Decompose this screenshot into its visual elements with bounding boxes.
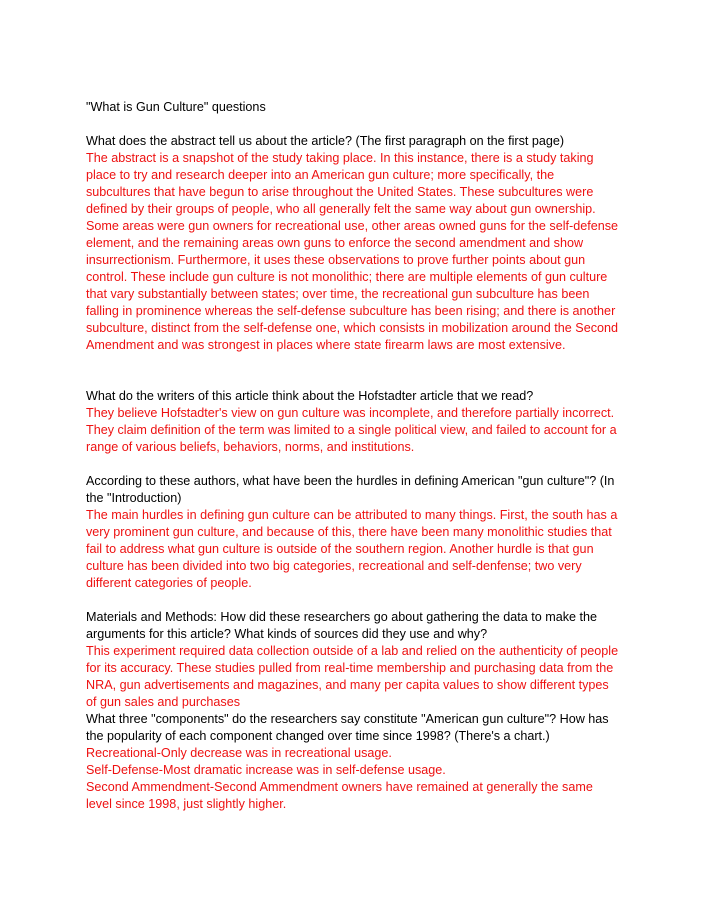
answer-line: place to try and research deeper into an American gun culture; more specifically, the [86,168,555,182]
answer-line: culture has been divided into two big categories, recreational and self-denfense; two very [86,559,582,573]
question-line: According to these authors, what have been the hurdles in defining American "gun culture"? (In [86,474,615,488]
spacer [86,116,646,133]
answer-line: element, and the remaining areas own guns to enforce the second amendment and show [86,236,584,250]
answer-line: for its accuracy. These studies pulled from real-time membership and purchasing data from the [86,661,614,675]
spacer [86,354,646,388]
answer-line: The abstract is a snapshot of the study taking place. In this instance, there is a study taking [86,151,594,165]
question-line: What three "components" do the researchers say constitute "American gun culture"? How has [86,712,609,726]
question-line: Materials and Methods: How did these researchers go about gathering the data to make the [86,610,598,624]
document-title: "What is Gun Culture" questions [86,100,266,114]
answer-line: This experiment required data collection outside of a lab and relied on the authenticity of people [86,644,619,658]
answer-line: Amendment and was strongest in places where state firearm laws are most extensive. [86,338,566,352]
answer-line: subcultures that have begun to arise throughout the United States. These subcultures were [86,185,594,199]
answer-line: Some areas were gun owners for recreational use, other areas owned guns for the self-defense [86,219,619,233]
question-line: What do the writers of this article think about the Hofstadter article that we read? [86,389,534,403]
qa-section-components [86,711,646,813]
spacer [86,592,646,609]
answer-line: Self-Defense-Most dramatic increase was in self-defense usage. [86,763,446,777]
document-page [86,99,646,813]
answer-line: Recreational-Only decrease was in recreational usage. [86,746,392,760]
question-line: the "Introduction) [86,491,182,505]
qa-section-abstract [86,133,646,354]
answer-line: They claim definition of the term was limited to a single political view, and failed to account for a [86,423,617,437]
answer-line: range of various beliefs, behaviors, norms, and institutions. [86,440,415,454]
spacer [86,456,646,473]
qa-section-hofstadter [86,388,646,456]
qa-section-hurdles [86,473,646,592]
answer-line: defined by their groups of people, who all generally felt the same way about gun ownership. [86,202,596,216]
answer-line: falling in prominence whereas the self-defense subculture has been rising; and there is another [86,304,616,318]
qa-section-materials-methods [86,609,646,711]
answer-line: that vary substantially between states; over time, the recreational gun subculture has been [86,287,590,301]
answer-line: insurrectionism. Furthermore, it uses these observations to prove further points about gun [86,253,586,267]
answer-line: Second Ammendment-Second Ammendment owners have remained at generally the same [86,780,593,794]
answer-line: subculture, distinct from the self-defense one, which consists in mobilization around the Second [86,321,619,335]
answer-line: control. These include gun culture is not monolithic; there are multiple elements of gun culture [86,270,608,284]
question-line: What does the abstract tell us about the article? (The first paragraph on the first page) [86,134,565,148]
answer-line: of gun sales and purchases [86,695,241,709]
answer-line: NRA, gun advertisements and magazines, and many per capita values to show different types [86,678,609,692]
answer-line: very prominent gun culture, and because of this, there have been many monolithic studies that [86,525,612,539]
answer-line: The main hurdles in defining gun culture can be attributed to many things. First, the south has a [86,508,618,522]
answer-line: They believe Hofstadter's view on gun culture was incomplete, and therefore partially incorrect. [86,406,615,420]
question-line: arguments for this article? What kinds of sources did they use and why? [86,627,488,641]
answer-line: different categories of people. [86,576,252,590]
question-line: the popularity of each component changed over time since 1998? (There's a chart.) [86,729,550,743]
answer-line: fail to address what gun culture is outside of the southern region. Another hurdle is that gun [86,542,594,556]
answer-line: level since 1998, just slightly higher. [86,797,287,811]
